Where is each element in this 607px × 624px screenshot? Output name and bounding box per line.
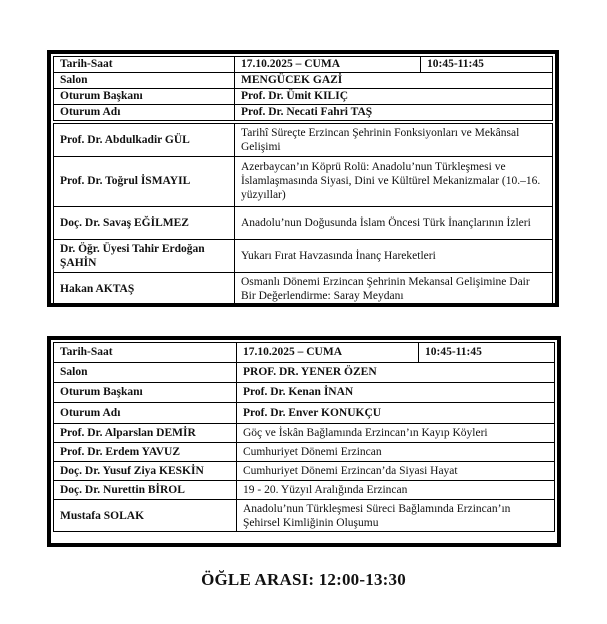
chair-label: Oturum Başkanı xyxy=(54,383,237,403)
chair-value: Prof. Dr. Kenan İNAN xyxy=(237,383,555,403)
time-value: 10:45-11:45 xyxy=(419,343,555,363)
date-value: 17.10.2025 – CUMA xyxy=(235,57,421,73)
presenter-name: Prof. Dr. Toğrul İSMAYIL xyxy=(54,156,235,206)
hall-label: Salon xyxy=(54,363,237,383)
session-name-label: Oturum Adı xyxy=(54,105,235,123)
hall-row xyxy=(54,73,553,89)
presentation-row xyxy=(54,481,555,500)
hall-row xyxy=(54,363,555,383)
presenter-name: Dr. Öğr. Üyesi Tahir Erdoğan ŞAHİN xyxy=(54,239,235,272)
hall-value: MENGÜCEK GAZİ xyxy=(235,73,553,89)
presentation-topic: Yukarı Fırat Havzasında İnanç Hareketleri xyxy=(235,239,553,272)
presenter-name: Doç. Dr. Nurettin BİROL xyxy=(54,481,237,500)
date-label: Tarih-Saat xyxy=(54,57,235,73)
date-row xyxy=(54,57,553,73)
hall-label: Salon xyxy=(54,73,235,89)
session-table-2 xyxy=(47,336,561,547)
presentation-topic: Cumhuriyet Dönemi Erzincan’da Siyasi Hayat xyxy=(237,462,555,481)
presentation-row xyxy=(54,122,553,156)
chair-row xyxy=(54,383,555,403)
presenter-name: Doç. Dr. Yusuf Ziya KESKİN xyxy=(54,462,237,481)
lunch-break-heading: ÖĞLE ARASI: 12:00-13:30 xyxy=(201,570,406,589)
chair-row xyxy=(54,89,553,105)
time-value: 10:45-11:45 xyxy=(421,57,553,73)
presentation-row xyxy=(54,462,555,481)
date-row xyxy=(54,343,555,363)
presentation-topic: Cumhuriyet Dönemi Erzincan xyxy=(237,443,555,462)
presenter-name: Mustafa SOLAK xyxy=(54,500,237,532)
session-2-grid xyxy=(53,342,555,532)
session-table-1 xyxy=(47,50,559,307)
presentation-row xyxy=(54,424,555,443)
presenter-name: Prof. Dr. Erdem YAVUZ xyxy=(54,443,237,462)
presentation-row xyxy=(54,206,553,239)
presentation-topic: Anadolu’nun Doğusunda İslam Öncesi Türk İnançlarının İzleri xyxy=(235,206,553,239)
hall-value: PROF. DR. YENER ÖZEN xyxy=(237,363,555,383)
session-1-grid xyxy=(53,56,553,306)
date-label: Tarih-Saat xyxy=(54,343,237,363)
presentation-topic: Azerbaycan’ın Köprü Rolü: Anadolu’nun Türkleşmesi ve İslamlaşmasında Siyasi, Dini ve Kültürel Mekanizmalar (10.–16. yüzyıllar) xyxy=(235,156,553,206)
session-name-label: Oturum Adı xyxy=(54,403,237,424)
presentation-row xyxy=(54,443,555,462)
presentation-topic: Anadolu’nun Türkleşmesi Süreci Bağlamında Erzincan’ın Şehirsel Kimliğinin Oluşumu xyxy=(237,500,555,532)
chair-label: Oturum Başkanı xyxy=(54,89,235,105)
presentation-row xyxy=(54,500,555,532)
session-name-row xyxy=(54,105,553,123)
presentation-row xyxy=(54,156,553,206)
session-name-value: Prof. Dr. Necati Fahri TAŞ xyxy=(235,105,553,123)
presentation-topic: 19 - 20. Yüzyıl Aralığında Erzincan xyxy=(237,481,555,500)
chair-value: Prof. Dr. Ümit KILIÇ xyxy=(235,89,553,105)
presentation-topic: Tarihî Süreçte Erzincan Şehrinin Fonksiyonları ve Mekânsal Gelişimi xyxy=(235,122,553,156)
presenter-name: Prof. Dr. Abdulkadir GÜL xyxy=(54,122,235,156)
presentation-topic: Göç ve İskân Bağlamında Erzincan’ın Kayıp Köyleri xyxy=(237,424,555,443)
date-value: 17.10.2025 – CUMA xyxy=(237,343,419,363)
presenter-name: Doç. Dr. Savaş EĞİLMEZ xyxy=(54,206,235,239)
session-name-value: Prof. Dr. Enver KONUKÇU xyxy=(237,403,555,424)
presenter-name: Hakan AKTAŞ xyxy=(54,272,235,305)
presentation-row xyxy=(54,272,553,305)
presenter-name: Prof. Dr. Alparslan DEMİR xyxy=(54,424,237,443)
session-name-row xyxy=(54,403,555,424)
presentation-topic: Osmanlı Dönemi Erzincan Şehrinin Mekansal Gelişimine Dair Bir Değerlendirme: Saray Meydanı xyxy=(235,272,553,305)
presentation-row xyxy=(54,239,553,272)
